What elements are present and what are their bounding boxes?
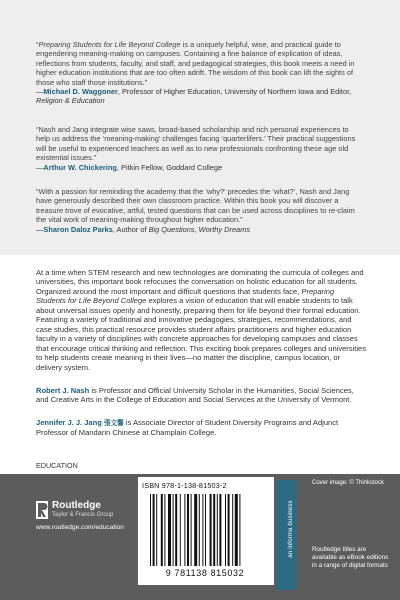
endorsement-3 [36,187,364,234]
endorsement-affiliation-title: Big Questions, Worthy Dreams [148,224,251,234]
cover-image-credit: Cover image: © Thinkstock [312,480,385,486]
endorsement-attribution: —Michael D. Waggoner, Professor of Higher Education, University of Northern Iowa and Editor, Religion & Education [36,87,352,106]
endorsement-author: Sharon Daloz Parks [43,224,113,234]
ebook-availability-note: Routledge titles are available as eBook editions in a range of digital formats [312,546,389,569]
endorsement-text: “Nash and Jang integrate wise saws, broad-based scholarship and rich personal experiences to help us address the ‘meaning-making’ challenges facing ‘quarterlifers.’ Their practical suggestions will be useful to experienced teachers as well as to new professionals confronting these age old existential issues.” [36,125,356,163]
endorsement-book-title: Preparing Students for Life Beyond College [38,40,181,49]
endorsement-attribution: —Arthur W. Chickering, Pitkin Fellow, Goddard College [36,162,223,172]
endorsement-1: “Preparing Students for Life Beyond College is a uniquely helpful, wise, and practical guide to engendering meaning-making on campuses. Containing a fine balance of explication of ideas, reflections from students, faculty, and staff, and pedagogical strategies, this book meets a need in higher education institutions that are too often adrift. The wisdom of this book can lift the sights of those who staff those institutions.” —Michael D. Waggoner, Professor of Higher Education, University of Northern Iowa and Editor, Religion & Education [36,40,364,106]
description-part-1: At a time when STEM research and new technologies are dominating the curricula of colleges and universities, this important book refocuses the conversation on holistic education for all students. Organized around the most important and difficult questions that students face, [36,268,364,296]
endorsement-affiliation: , Author of [112,224,149,234]
author-bio-1 [36,386,366,405]
informa-strip-text: an informa business [288,500,294,558]
routledge-logo-icon [36,501,48,519]
subject-category: EDUCATION [36,461,78,470]
publisher-url: www.routledge.com/education [36,524,124,531]
author-bio-2 [36,418,366,438]
description-part-2: explores a vision of education that will enable students to talk about universal issues openly and honestly, preparing them for life beyond their formal education. Featuring a variety of traditional and innovative pedagogies, strategies, recommendations, and case studies, this practical resource provides student affairs practitioners and higher education faculty in a variety of disciplines with concrete approaches for developing campuses and classes that encourage critical thinking and reflection. This exciting book prepares colleges and universities to help students create meaning in their lives—no matter the discipline, campus location, or delivery system. [36,296,367,372]
informa-strip [277,480,297,590]
barcode-icon [150,494,258,566]
author-bio-text: is Associate Director of Student Diversity Programs and Adjunct Professor of Mandarin Chinese at Champlain College. [36,418,339,438]
publisher-logo [36,500,113,519]
isbn-label: ISBN 978-1-138-81503-2 [142,481,227,490]
description-book-title: Preparing Students for Life Beyond College [36,286,335,306]
endorsement-text: “With a passion for reminding the academy that the ‘why?’ precedes the ‘what?’, Nash and Jang have generously described their own classroom practice. Within this book you will discover a treasure trove of evocative, artful, tested questions that can be used across disciplines to re-claim the vital work of meaning-making throughout higher education.” [36,187,355,225]
endorsement-attribution: —Sharon Daloz Parks, Author of Big Questions, Worthy Dreams [36,224,251,234]
barcode-digits: 9 781138 815032 [165,568,245,578]
author-name: Robert J. Nash [36,386,90,395]
endorsement-affiliation: , Professor of Higher Education, University of Northern Iowa and Editor, [117,87,352,97]
endorsement-affiliation-title: Religion & Education [36,96,105,106]
endorsement-author: Arthur W. Chickering [43,162,117,172]
author-chinese-name: 張文馨 [103,420,124,427]
endorsement-author: Michael D. Waggoner [43,87,118,97]
endorsement-2 [36,125,364,172]
publisher-tagline: Taylor & Francis Group [52,512,114,518]
publisher-name: Routledge [52,500,101,511]
book-description [36,268,366,372]
endorsement-affiliation: , Pitkin Fellow, Goddard College [116,162,223,172]
author-name: Jennifer J. J. Jang [36,418,102,427]
endorsement-text: is a uniquely helpful, wise, and practical guide to engendering meaning-making on campuses. Containing a fine balance of explication of ideas, reflections from students, faculty, and staff, and pedagogical strategies, this book meets a need in higher education institutions that are too often adrift. The wisdom of this book can lift the sights of those who staff those institutions.” [36,40,355,87]
author-bio-text: is Professor and Official University Scholar in the Humanities, Social Sciences, and Creative Arts in the College of Education and Social Services at the University of Vermont. [36,386,354,405]
